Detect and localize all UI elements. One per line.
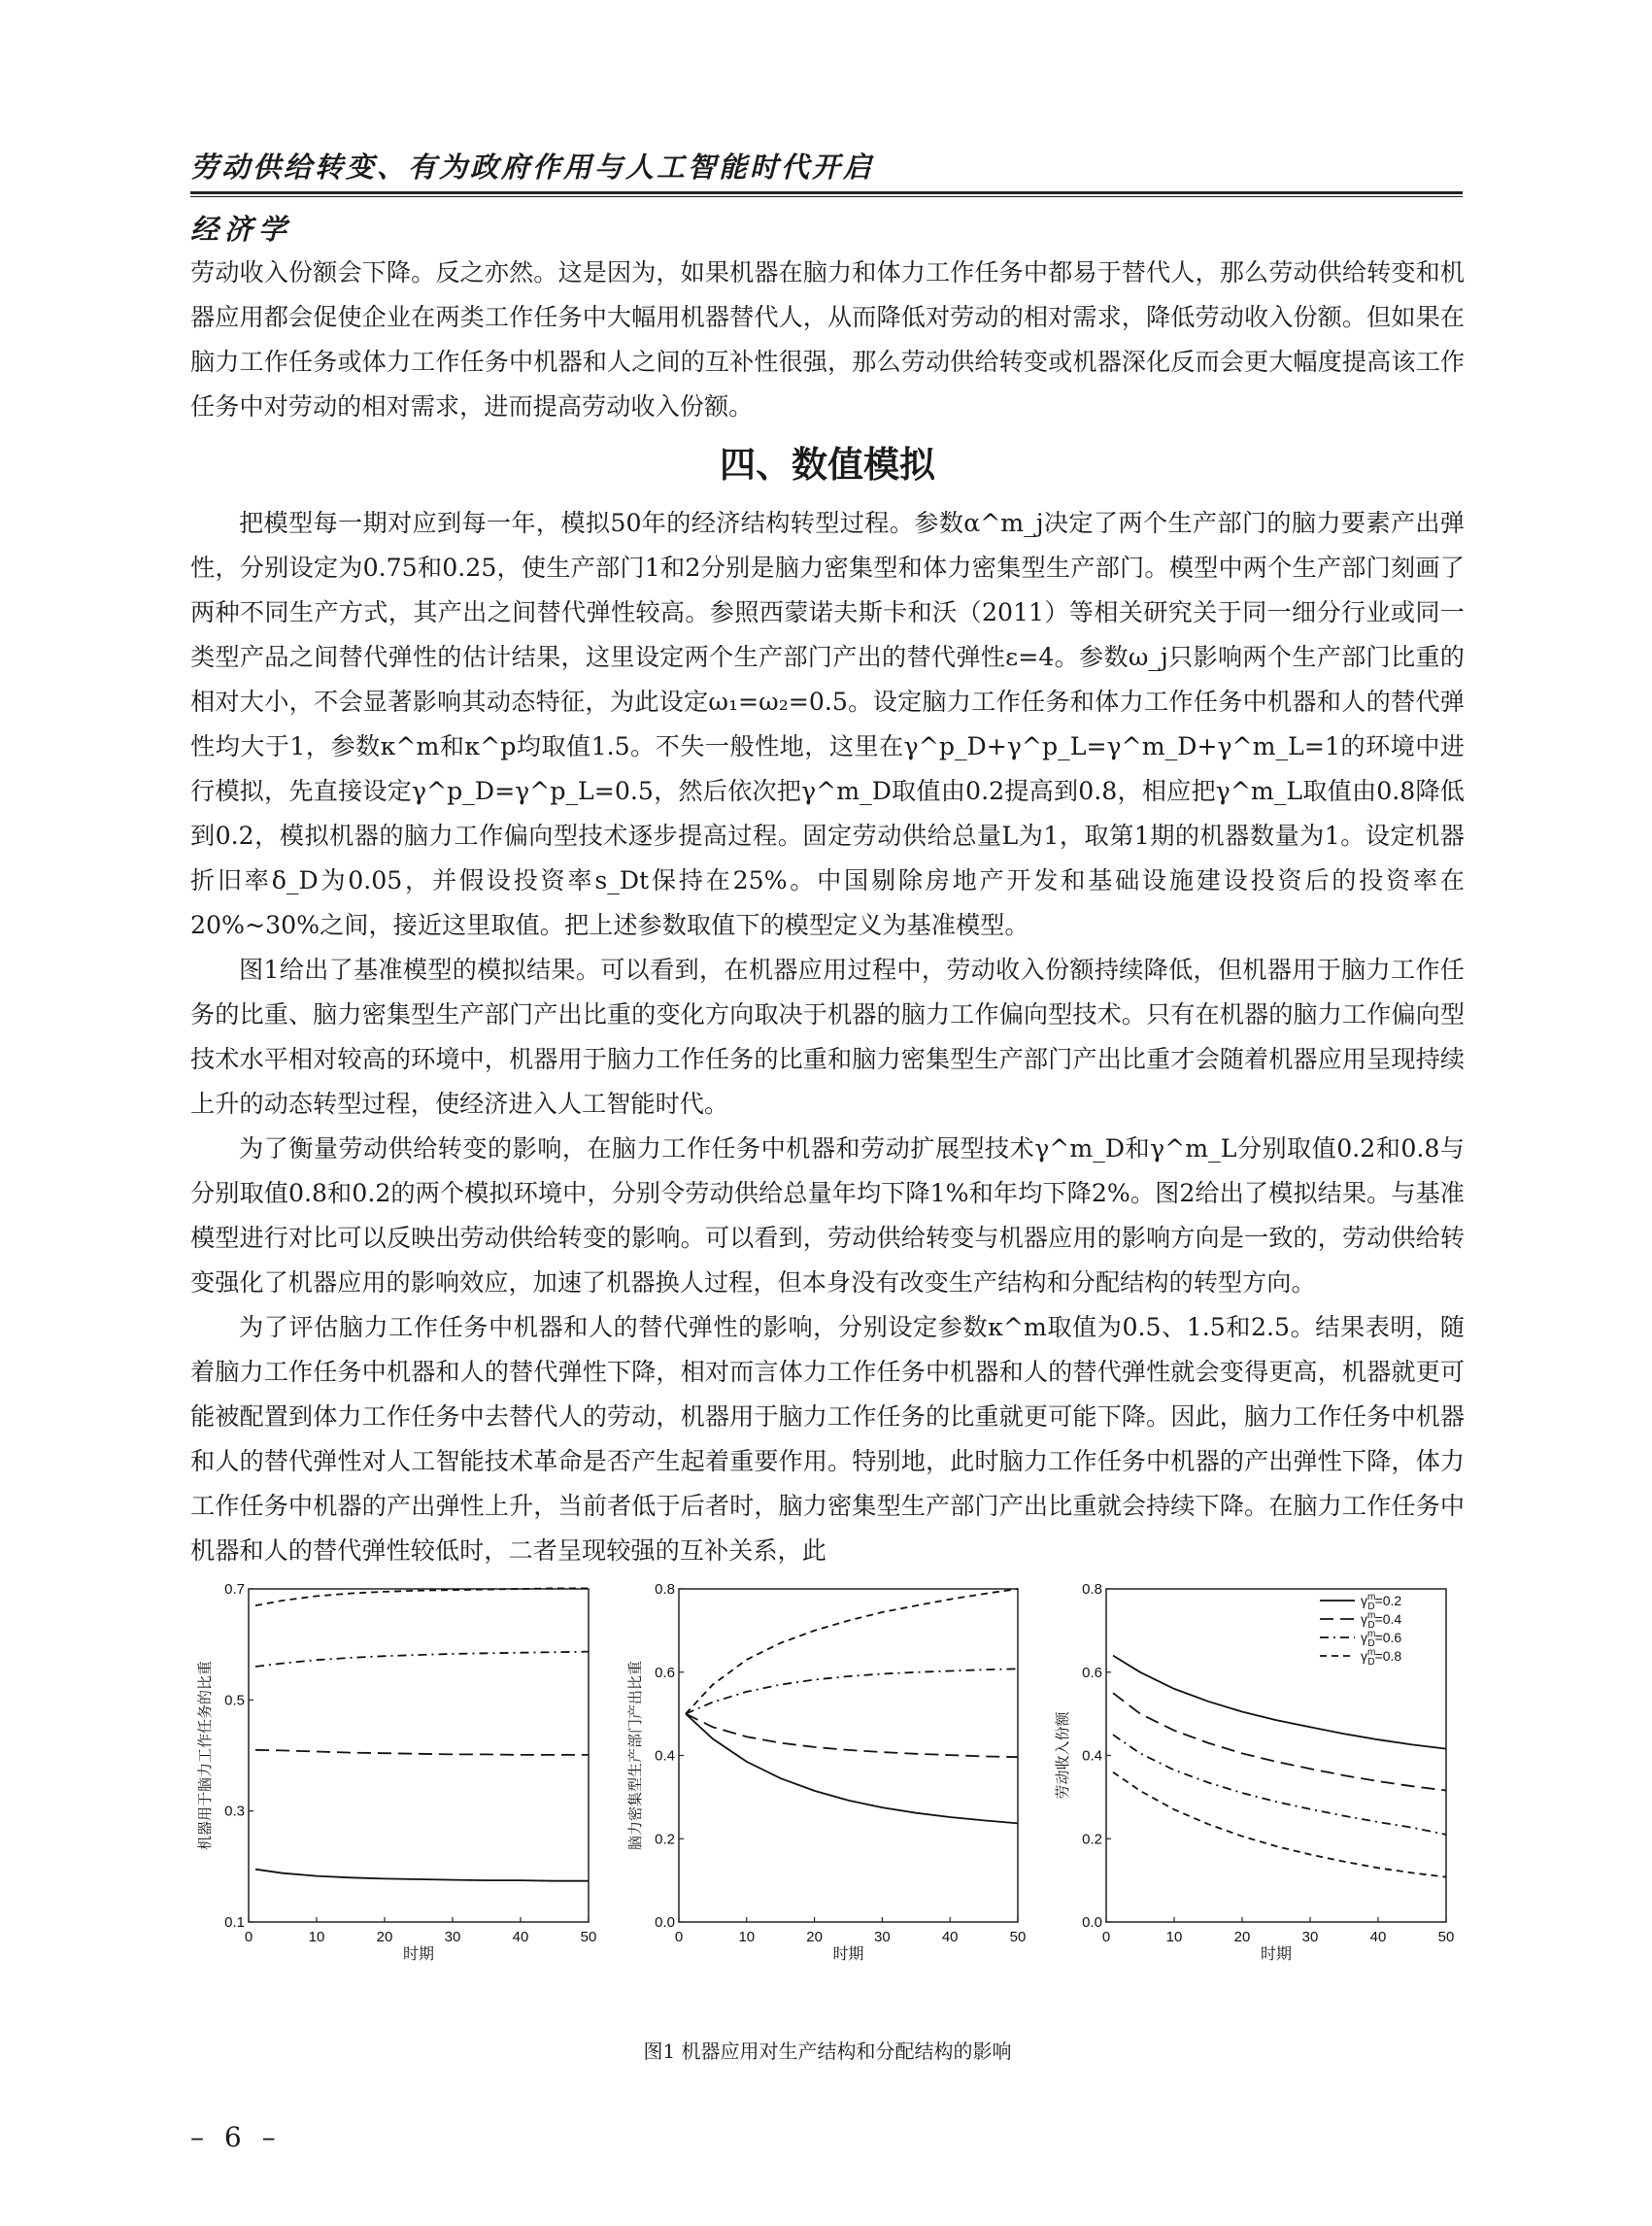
figure-caption: 图1 机器应用对生产结构和分配结构的影响 <box>643 2040 1012 2063</box>
figure-1 <box>190 1581 1465 2018</box>
series-line-1 <box>255 1870 589 1881</box>
x-tick-label: 40 <box>1369 1929 1387 1945</box>
page-number: – 6 – <box>190 2121 282 2153</box>
y-tick-label: 0.8 <box>655 1581 675 1598</box>
y-tick-label: 0.0 <box>1082 1914 1102 1931</box>
x-tick-label: 50 <box>580 1929 597 1945</box>
main-text-block <box>190 501 1465 1573</box>
x-tick-label: 0 <box>244 1929 253 1945</box>
y-tick-label: 0.2 <box>1082 1831 1102 1848</box>
legend-label: $\gamma^m$ D=0.8 <box>1361 1647 1402 1668</box>
y-axis-label: 脑力密集型生产部门产出比重 <box>627 1660 644 1851</box>
x-tick-label: 50 <box>1009 1929 1027 1945</box>
x-tick-label: 50 <box>1437 1929 1455 1945</box>
x-tick-label: 10 <box>1165 1929 1183 1945</box>
series-line-3 <box>255 1652 589 1667</box>
x-tick-label: 10 <box>738 1929 756 1945</box>
header-rule-thin <box>190 196 1463 197</box>
y-tick-label: 0.7 <box>224 1581 245 1598</box>
x-axis-label: 时期 <box>402 1946 435 1963</box>
x-tick-label: 10 <box>308 1929 325 1945</box>
y-tick-label: 0.4 <box>655 1747 675 1765</box>
running-header-subject: 经济学 <box>190 213 293 246</box>
section-heading: 四、数值模拟 <box>720 444 935 486</box>
y-tick-label: 0.1 <box>224 1914 245 1931</box>
legend-label: $\gamma^m$ D=0.6 <box>1361 1629 1402 1649</box>
x-tick-label: 40 <box>941 1929 959 1945</box>
paragraph-figure1: 图1给出了基准模型的模拟结果。可以看到，在机器应用过程中，劳动收入份额持续降低，但机器用于脑力工作任务的比重、脑力密集型生产部门产出比重的变化方向取决于机器的脑力工作偏向型技术。只有在机器的脑力工作偏向型技术水平相对较高的环境中，机器用于脑力工作任务的比重和脑力密集型生产部门产出比重才会随着机器应用呈现持续上升的动态转型过程，使经济进入人工智能时代。 <box>190 956 1465 1118</box>
series-line-2 <box>255 1750 589 1755</box>
x-tick-label: 20 <box>376 1929 393 1945</box>
series-line-4 <box>686 1589 1018 1714</box>
y-tick-label: 0.6 <box>655 1664 675 1681</box>
intro-paragraph: 劳动收入份额会下降。反之亦然。这是因为，如果机器在脑力和体力工作任务中都易于替代人，那么劳动供给转变和机器应用都会促使企业在两类工作任务中大幅用机器替代人，从而降低对劳动的相对需求，降低劳动收入份额。但如果在脑力工作任务或体力工作任务中机器和人之间的互补性很强，那么劳动供给转变或机器深化反而会更大幅度提高该工作任务中对劳动的相对需求，进而提高劳动收入份额。 <box>190 258 1465 421</box>
legend-label: $\gamma^m$ D=0.4 <box>1361 1610 1402 1631</box>
series-line-1 <box>686 1714 1018 1824</box>
x-axis-label: 时期 <box>1260 1946 1293 1963</box>
y-axis-label: 劳动收入份额 <box>1055 1711 1071 1800</box>
series-line-3 <box>686 1669 1018 1713</box>
figure-1-svg <box>190 1581 1465 2018</box>
plot-frame <box>249 1589 589 1922</box>
header-rule <box>190 191 1463 194</box>
x-tick-label: 30 <box>444 1929 461 1945</box>
x-tick-label: 20 <box>1233 1929 1251 1945</box>
paragraph-labor-supply: 为了衡量劳动供给转变的影响，在脑力工作任务中机器和劳动扩展型技术γ^m_D和γ^m_L分别取值0.2和0.8与分别取值0.8和0.2的两个模拟环境中，分别令劳动供给总量年均下降1%和年均下降2%。图2给出了模拟结果。与基准模型进行对比可以反映出劳动供给转变的影响。可以看到，劳动供给转变与机器应用的影响方向是一致的，劳动供给转变强化了机器应用的影响效应，加速了机器换人过程，但本身没有改变生产结构和分配结构的转型方向。 <box>190 1134 1465 1297</box>
running-header-title: 劳动供给转变、有为政府作用与人工智能时代开启 <box>190 151 875 184</box>
y-tick-label: 0.3 <box>224 1803 245 1820</box>
x-tick-label: 20 <box>806 1929 823 1945</box>
paragraph-substitution: 为了评估脑力工作任务中机器和人的替代弹性的影响，分别设定参数κ^m取值为0.5、1.5和2.5。结果表明，随着脑力工作任务中机器和人的替代弹性下降，相对而言体力工作任务中机器和人的替代弹性就会变得更高，机器就更可能被配置到体力工作任务中去替代人的劳动，机器用于脑力工作任务的比重就更可能下降。因此，脑力工作任务中机器和人的替代弹性对人工智能技术革命是否产生起着重要作用。特别地，此时脑力工作任务中机器的产出弹性下降，体力工作任务中机器的产出弹性上升，当前者低于后者时，脑力密集型生产部门产出比重就会持续下降。在脑力工作任务中机器和人的替代弹性较低时，二者呈现较强的互补关系，此 <box>190 1313 1465 1565</box>
x-axis-label: 时期 <box>832 1946 864 1963</box>
paragraph-parameters: 把模型每一期对应到每一年，模拟50年的经济结构转型过程。参数α^m_j决定了两个生产部门的脑力要素产出弹性，分别设定为0.75和0.25，使生产部门1和2分别是脑力密集型和体力密集型生产部门。模型中两个生产部门刻画了两种不同生产方式，其产出之间替代弹性较高。参照西蒙诺夫斯卡和沃（2011）等相关研究关于同一细分行业或同一类型产品之间替代弹性的估计结果，这里设定两个生产部门产出的替代弹性ε=4。参数ω_j只影响两个生产部门比重的相对大小，不会显著影响其动态特征，为此设定ω₁=ω₂=0.5。设定脑力工作任务和体力工作任务中机器和人的替代弹性均大于1，参数κ^m和κ^p均取值1.5。不失一般性地，这里在γ^p_D+γ^p_L=γ^m_D+γ^m_L=1的环境中进行模拟，先直接设定γ^p_D=γ^p_L=0.5，然后依次把γ^m_D取值由0.2提高到0.8，相应把γ^m_L取值由0.8降低到0.2，模拟机器的脑力工作偏向型技术逐步提高过程。固定劳动供给总量L为1，取第1期的机器数量为1。设定机器折旧率δ_D为0.05，并假设投资率s_Dt保持在25%。中国剔除房地产开发和基础设施建设投资后的投资率在20%~30%之间，接近这里取值。把上述参数取值下的模型定义为基准模型。 <box>190 509 1465 939</box>
x-tick-label: 30 <box>874 1929 891 1945</box>
y-tick-label: 0.4 <box>1082 1747 1102 1765</box>
intro-text-block <box>190 251 1465 429</box>
y-tick-label: 0.5 <box>224 1692 245 1709</box>
x-tick-label: 30 <box>1301 1929 1319 1945</box>
series-line-4 <box>255 1588 589 1605</box>
x-tick-label: 40 <box>512 1929 529 1945</box>
y-tick-label: 0.2 <box>655 1831 675 1848</box>
legend-label: $\gamma^m$ D=0.2 <box>1361 1592 1402 1612</box>
x-tick-label: 0 <box>1101 1929 1111 1945</box>
y-tick-label: 0.8 <box>1082 1581 1102 1598</box>
series-line-2 <box>686 1714 1018 1758</box>
y-axis-label: 机器用于脑力工作任务的比重 <box>197 1660 214 1851</box>
series-line-3 <box>1113 1735 1446 1835</box>
y-tick-label: 0.6 <box>1082 1664 1102 1681</box>
y-tick-label: 0.0 <box>655 1914 675 1931</box>
x-tick-label: 0 <box>674 1929 684 1945</box>
